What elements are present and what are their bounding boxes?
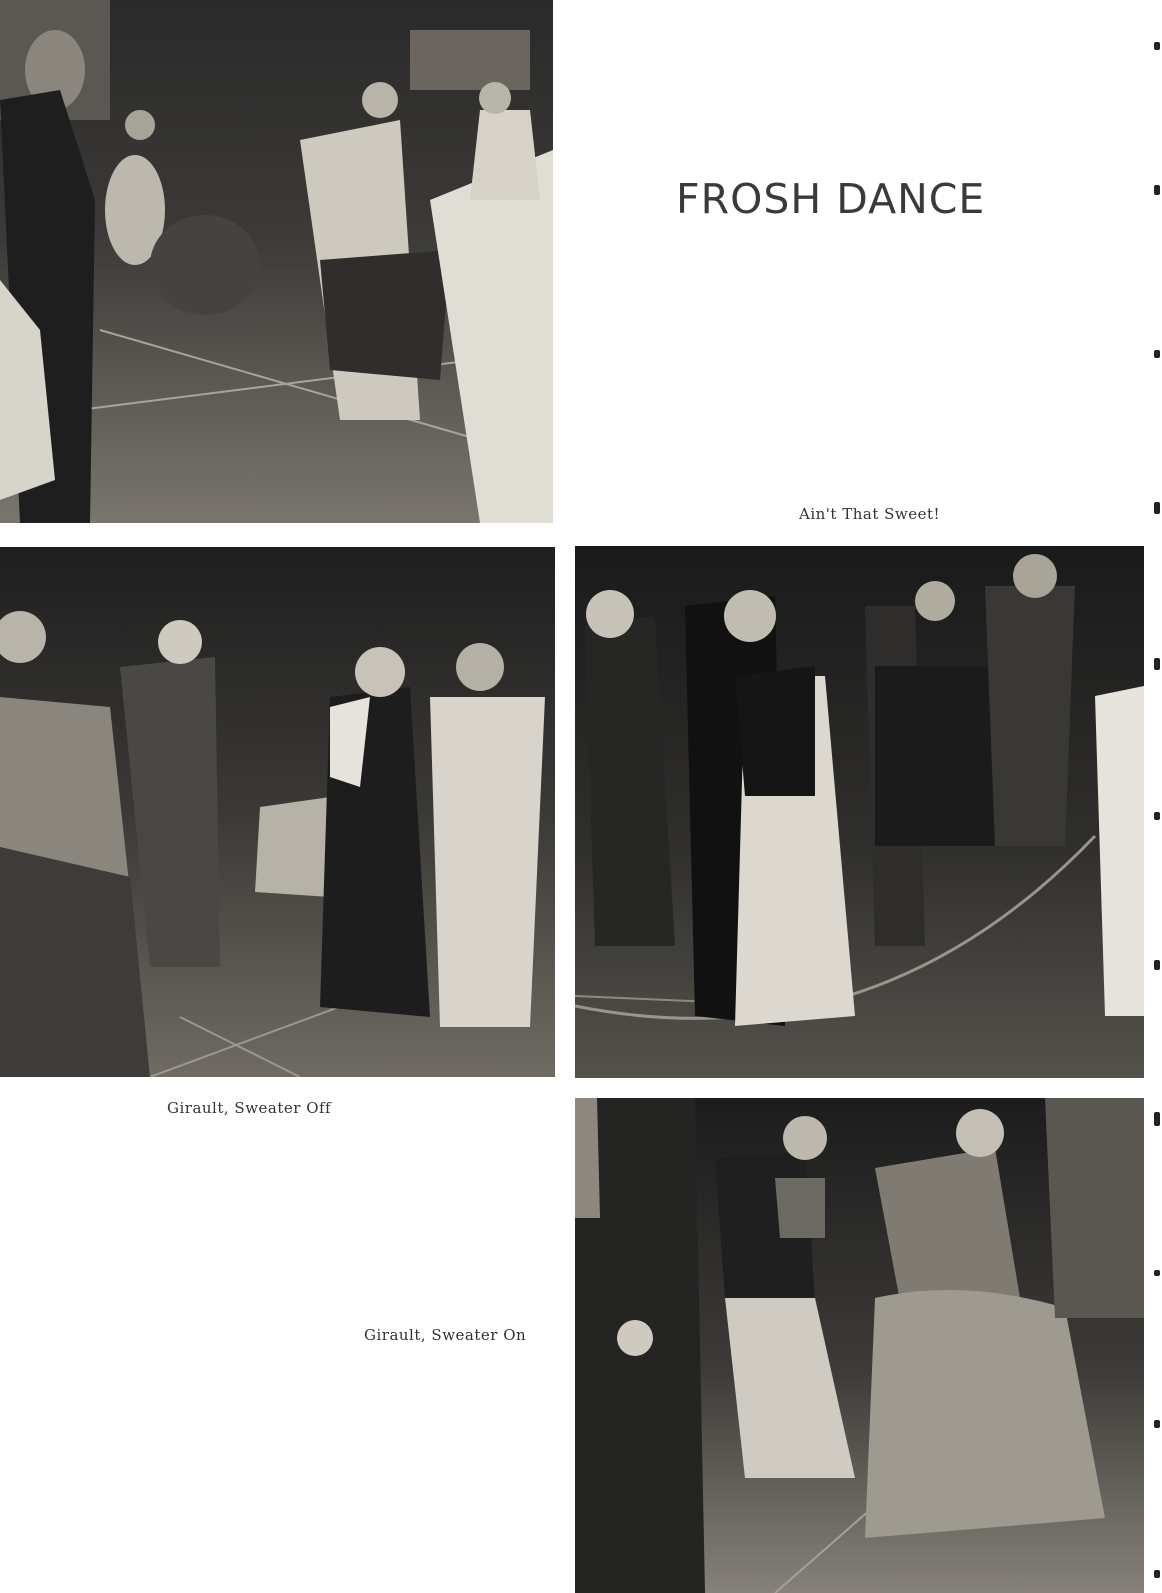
edge-mark (1154, 350, 1160, 358)
edge-mark (1154, 960, 1160, 970)
edge-mark (1154, 185, 1160, 195)
photo-dance-crowd-image (0, 0, 553, 523)
photo-couple-dancing-right (575, 546, 1144, 1078)
caption-sweater-off: Girault, Sweater Off (167, 1099, 332, 1117)
edge-mark (1154, 1270, 1160, 1276)
photo-couple-dancing-right-image (575, 546, 1144, 1078)
photo-couple-dancing-left-image (0, 547, 555, 1077)
edge-mark (1154, 658, 1160, 670)
edge-mark (1154, 1570, 1160, 1578)
page-title: FROSH DANCE (676, 175, 986, 224)
caption-sweater-on: Girault, Sweater On (364, 1326, 527, 1344)
photo-dance-crowd (0, 0, 553, 523)
caption-aint-that-sweet: Ain't That Sweet! (799, 505, 941, 523)
photo-couple-dancing-left (0, 547, 555, 1077)
edge-mark (1154, 42, 1160, 50)
edge-mark (1154, 812, 1160, 820)
photo-couple-swing-dancing (575, 1098, 1144, 1593)
edge-mark (1154, 1112, 1160, 1126)
edge-mark (1154, 502, 1160, 514)
edge-mark (1154, 1420, 1160, 1428)
photo-couple-swing-dancing-image (575, 1098, 1144, 1593)
